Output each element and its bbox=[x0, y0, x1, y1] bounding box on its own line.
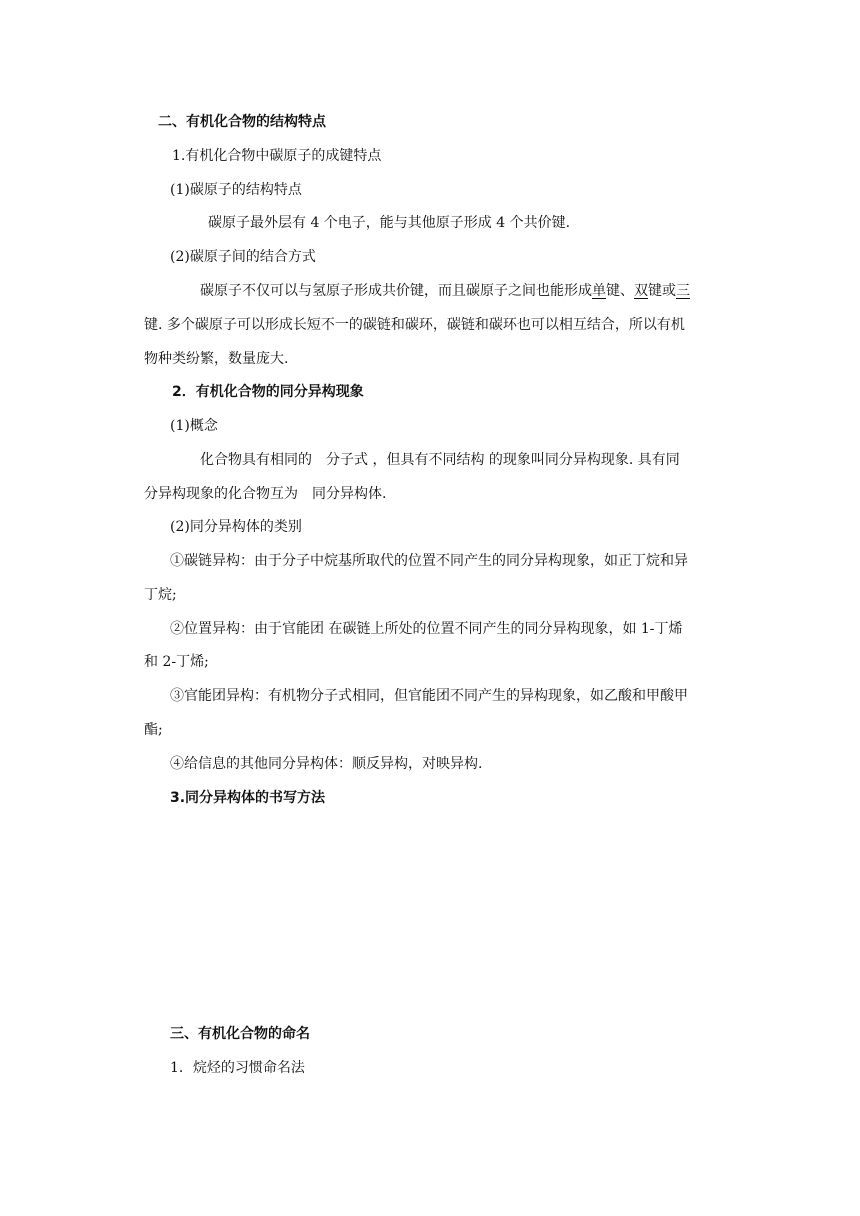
bond-double-underlined: 双 bbox=[634, 283, 648, 299]
paragraph-line: 分异构现象的化合物互为 同分异构体. bbox=[144, 486, 387, 502]
paragraph-line: 键. 多个碳原子可以形成长短不一的碳链和碳环，碳链和碳环也可以相互结合，所以有机 bbox=[144, 317, 685, 333]
paragraph-line: 化合物具有相同的 分子式 ，但具有不同结构 的现象叫同分异构现象. 具有同 bbox=[200, 452, 680, 468]
paragraph: 碳原子最外层有 4 个电子，能与其他原子形成 4 个共价键. bbox=[208, 215, 571, 231]
list-item-line: 酯; bbox=[144, 722, 163, 738]
list-item-line: 和 2-丁烯; bbox=[144, 654, 209, 670]
paragraph-line: 物种类纷繁，数量庞大. bbox=[144, 351, 289, 367]
section-heading: 三、有机化合物的命名 bbox=[170, 1026, 310, 1042]
point-heading: (2)同分异构体的类别 bbox=[170, 519, 302, 535]
list-item-line: ②位置异构：由于官能团 在碳链上所处的位置不同产生的同分异构现象，如 1-丁烯 bbox=[170, 621, 683, 637]
subsection-heading: 1．烷烃的习惯命名法 bbox=[170, 1060, 305, 1076]
text-run: 键、 bbox=[606, 283, 634, 299]
point-heading: (1)碳原子的结构特点 bbox=[170, 182, 302, 198]
text-run: 碳原子不仅可以与氢原子形成共价键，而且碳原子之间也能形成 bbox=[200, 283, 592, 299]
list-item-line: ①碳链异构：由于分子中烷基所取代的位置不同产生的同分异构现象，如正丁烷和异 bbox=[170, 553, 688, 569]
section-heading: 二、有机化合物的结构特点 bbox=[158, 114, 326, 130]
bond-triple-underlined: 三 bbox=[676, 283, 690, 299]
subsection-heading: 1.有机化合物中碳原子的成键特点 bbox=[172, 148, 382, 164]
subsection-heading: 2．有机化合物的同分异构现象 bbox=[172, 384, 364, 400]
paragraph-line bbox=[200, 281, 690, 301]
list-item: ④给信息的其他同分异构体：顺反异构，对映异构. bbox=[170, 756, 483, 772]
bond-single-underlined: 单 bbox=[592, 283, 606, 299]
point-heading: (2)碳原子间的结合方式 bbox=[170, 249, 316, 265]
list-item-line: ③官能团异构：有机物分子式相同，但官能团不同产生的异构现象，如乙酸和甲酸甲 bbox=[170, 688, 688, 704]
subsection-heading: 3.同分异构体的书写方法 bbox=[170, 790, 326, 806]
point-heading: (1)概念 bbox=[170, 418, 218, 434]
list-item-line: 丁烷; bbox=[144, 587, 177, 603]
text-run: 键或 bbox=[648, 283, 676, 299]
